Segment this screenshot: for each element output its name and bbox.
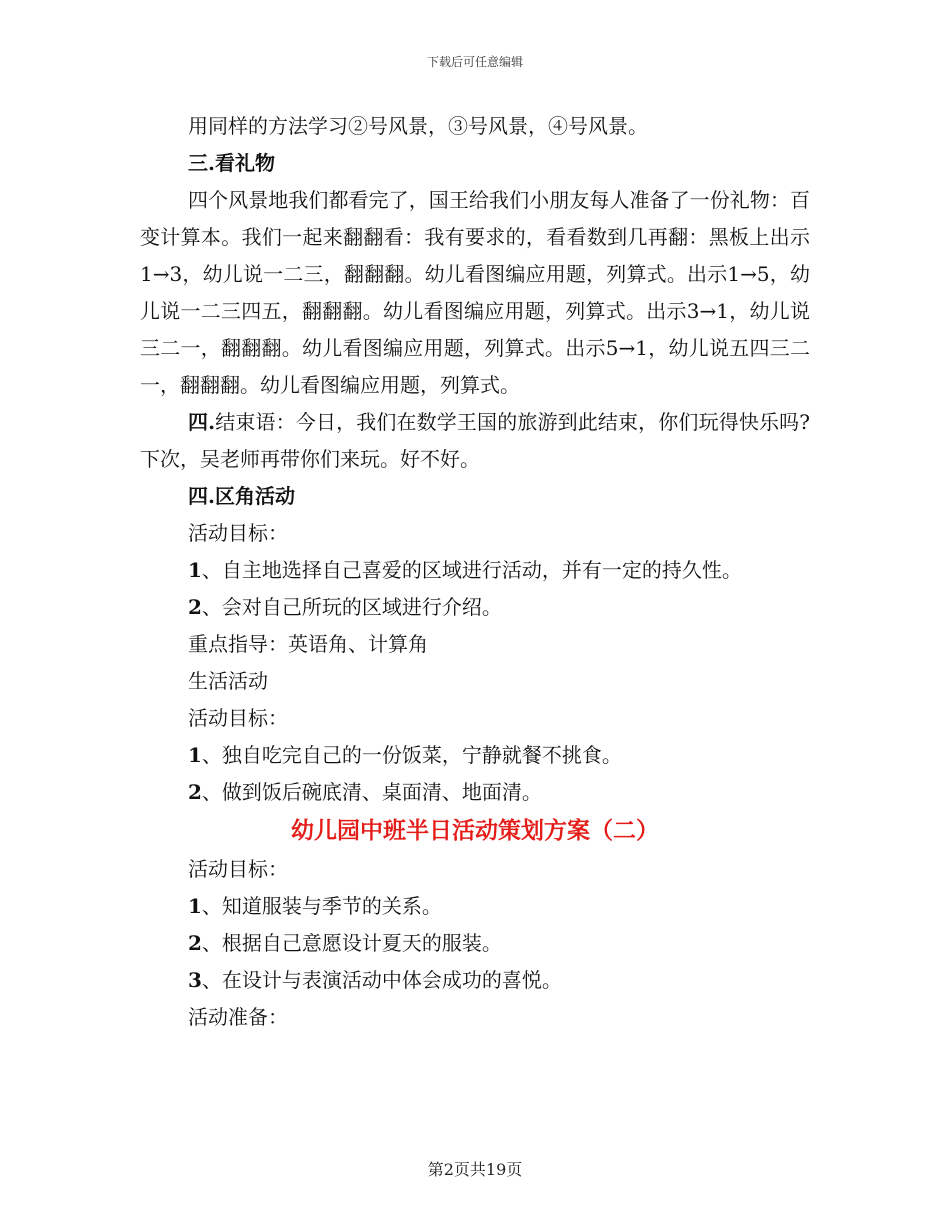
list-number: 1: [188, 743, 202, 767]
list-text: 、根据自己意愿设计夏天的服装。: [201, 931, 502, 955]
list-number: 1: [188, 894, 202, 918]
preparation-label: 活动准备：: [188, 1005, 288, 1029]
list-item: [140, 925, 810, 962]
list-text: 、独自吃完自己的一份饭菜，宁静就餐不挑食。: [201, 743, 622, 767]
list-item: [140, 737, 810, 774]
list-item: [140, 589, 810, 626]
list-number: 2: [188, 595, 202, 619]
list-text: 、知道服装与季节的关系。: [201, 894, 442, 918]
list-number: 3: [188, 968, 202, 992]
paragraph-closing: [140, 404, 810, 478]
focus-guidance: 重点指导：英语角、计算角: [188, 632, 428, 656]
goal-label: 活动目标：: [188, 521, 288, 545]
list-item: [140, 962, 810, 999]
page-footer: 第2页共19页: [427, 1160, 523, 1179]
document-title: 幼儿园中班半日活动策划方案（二）: [291, 817, 659, 844]
list-text: 、在设计与表演活动中体会成功的喜悦。: [201, 968, 562, 992]
section-heading-area-activity: 四.区角活动: [188, 484, 295, 508]
list-number: 2: [188, 931, 202, 955]
goal-label: 活动目标：: [188, 706, 288, 730]
list-item: [140, 774, 810, 811]
list-item: [140, 888, 810, 925]
closing-text: 结束语：今日，我们在数学王国的旅游到此结束，你们玩得快乐吗?下次，吴老师再带你们来玩。好不好。: [140, 410, 810, 471]
list-text: 、做到饭后碗底清、桌面清、地面清。: [201, 780, 542, 804]
list-text: 、会对自己所玩的区域进行介绍。: [201, 595, 502, 619]
list-item: [140, 552, 810, 589]
goal-label: 活动目标：: [188, 857, 288, 881]
page-header: 下载后可任意编辑: [426, 55, 523, 69]
section-heading-gift: 三.看礼物: [188, 151, 275, 175]
paragraph-study-scenery: 用同样的方法学习②号风景，③号风景，④号风景。: [188, 114, 648, 138]
closing-label: 四.: [188, 410, 216, 434]
life-activity-heading: 生活活动: [188, 669, 268, 693]
list-text: 、自主地选择自己喜爱的区域进行活动，并有一定的持久性。: [201, 558, 742, 582]
list-number: 1: [188, 558, 202, 582]
list-number: 2: [188, 780, 202, 804]
document-body: [140, 108, 810, 1036]
paragraph-gift: 四个风景地我们都看完了，国王给我们小朋友每人准备了一份礼物：百变计算本。我们一起来翻翻看：我有要求的，看看数到几再翻：黑板上出示1→3，幼儿说一二三，翻翻翻。幼儿看图编应用题，列算式。出示1→5，幼儿说一二三四五，翻翻翻。幼儿看图编应用题，列算式。出示3→1，幼儿说三二一，翻翻翻。幼儿看图编应用题，列算式。出示5→1，幼儿说五四三二一，翻翻翻。幼儿看图编应用题，列算式。: [140, 188, 810, 397]
